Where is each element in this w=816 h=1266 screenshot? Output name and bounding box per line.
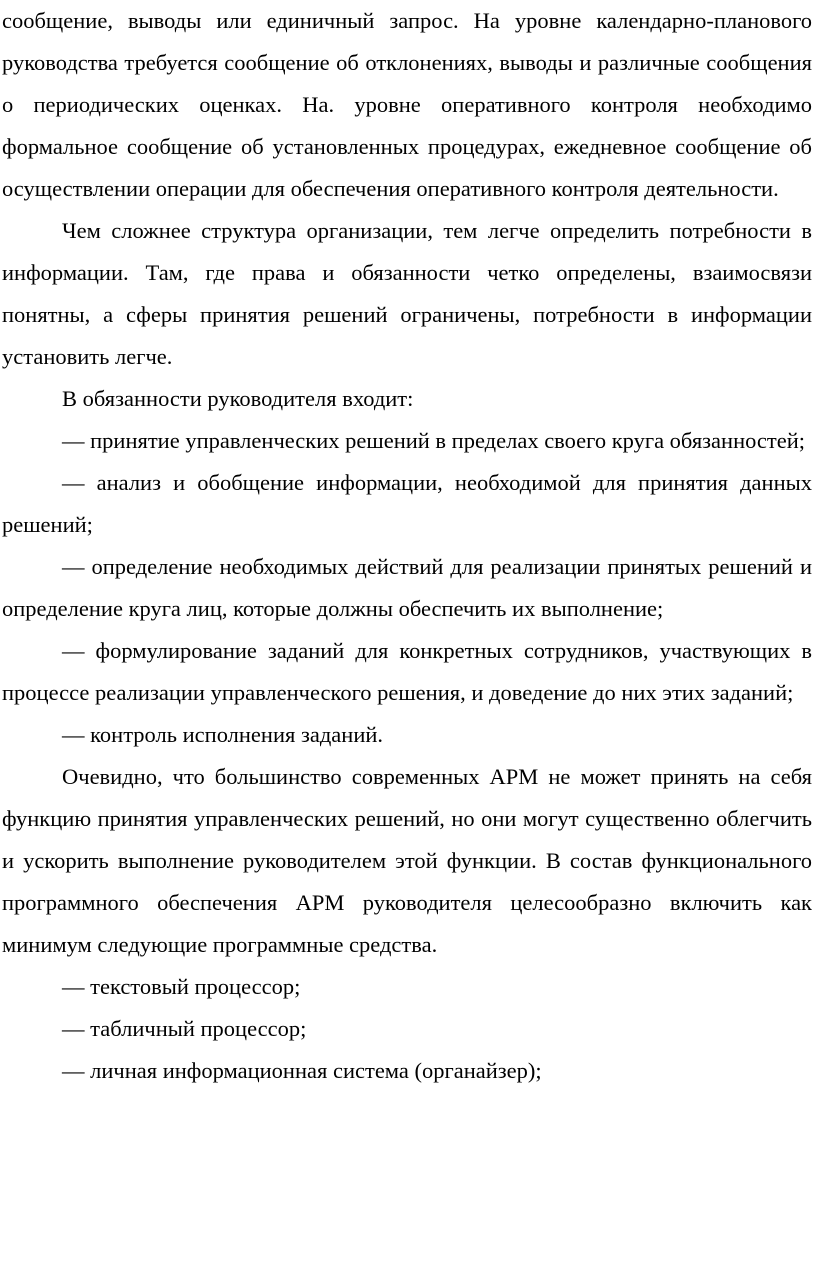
paragraph-arm-software: Очевидно, что большинство современных АРМ не может принять на себя функцию принятия управленческих решений, но они могут существенно облегчить и ускорить выполнение руководителем этой функции. В состав функционального программного обеспечения АРМ руководителя целесообразно включить как минимум следующие программные средства. [2,764,812,957]
list-item-actions: — определение необходимых действий для реализации принятых решений и определение круга лиц, которые должны обеспечить их выполнение; [2,554,812,621]
list-item-text-processor: — текстовый процессор; [62,974,301,999]
list-item-spreadsheet: — табличный процессор; [62,1016,307,1041]
paragraph-continuation: сообщение, выводы или единичный запрос. На уровне календарно-планового руководства требуется сообщение об отклонениях, выводы и различные сообщения о периодических оценках. На. уровне оперативного контроля необходимо формальное сообщение об установленных процедурах, ежедневное сообщение об осуществлении операции для обеспечения оперативного контроля деятельности. [2,8,812,201]
list-item-decisions: — принятие управленческих решений в пределах своего круга обязанностей; [62,428,806,453]
list-item-organizer: — личная информационная система (органайзер); [62,1058,542,1083]
paragraph-org-structure: Чем сложнее структура организации, тем легче определить потребности в информации. Там, где права и обязанности четко определены, взаимосвязи понятны, а сферы принятия решений ограничены, потребности в информации установить легче. [2,218,812,369]
list-item-control: — контроль исполнения заданий. [62,722,384,747]
list-item-analysis: — анализ и обобщение информации, необходимой для принятия данных решений; [2,470,812,537]
list-item-tasks: — формулирование заданий для конкретных сотрудников, участвующих в процессе реализации управленческого решения, и доведение до них этих заданий; [2,638,812,705]
paragraph-duties-intro: В обязанности руководителя входит: [62,386,414,411]
